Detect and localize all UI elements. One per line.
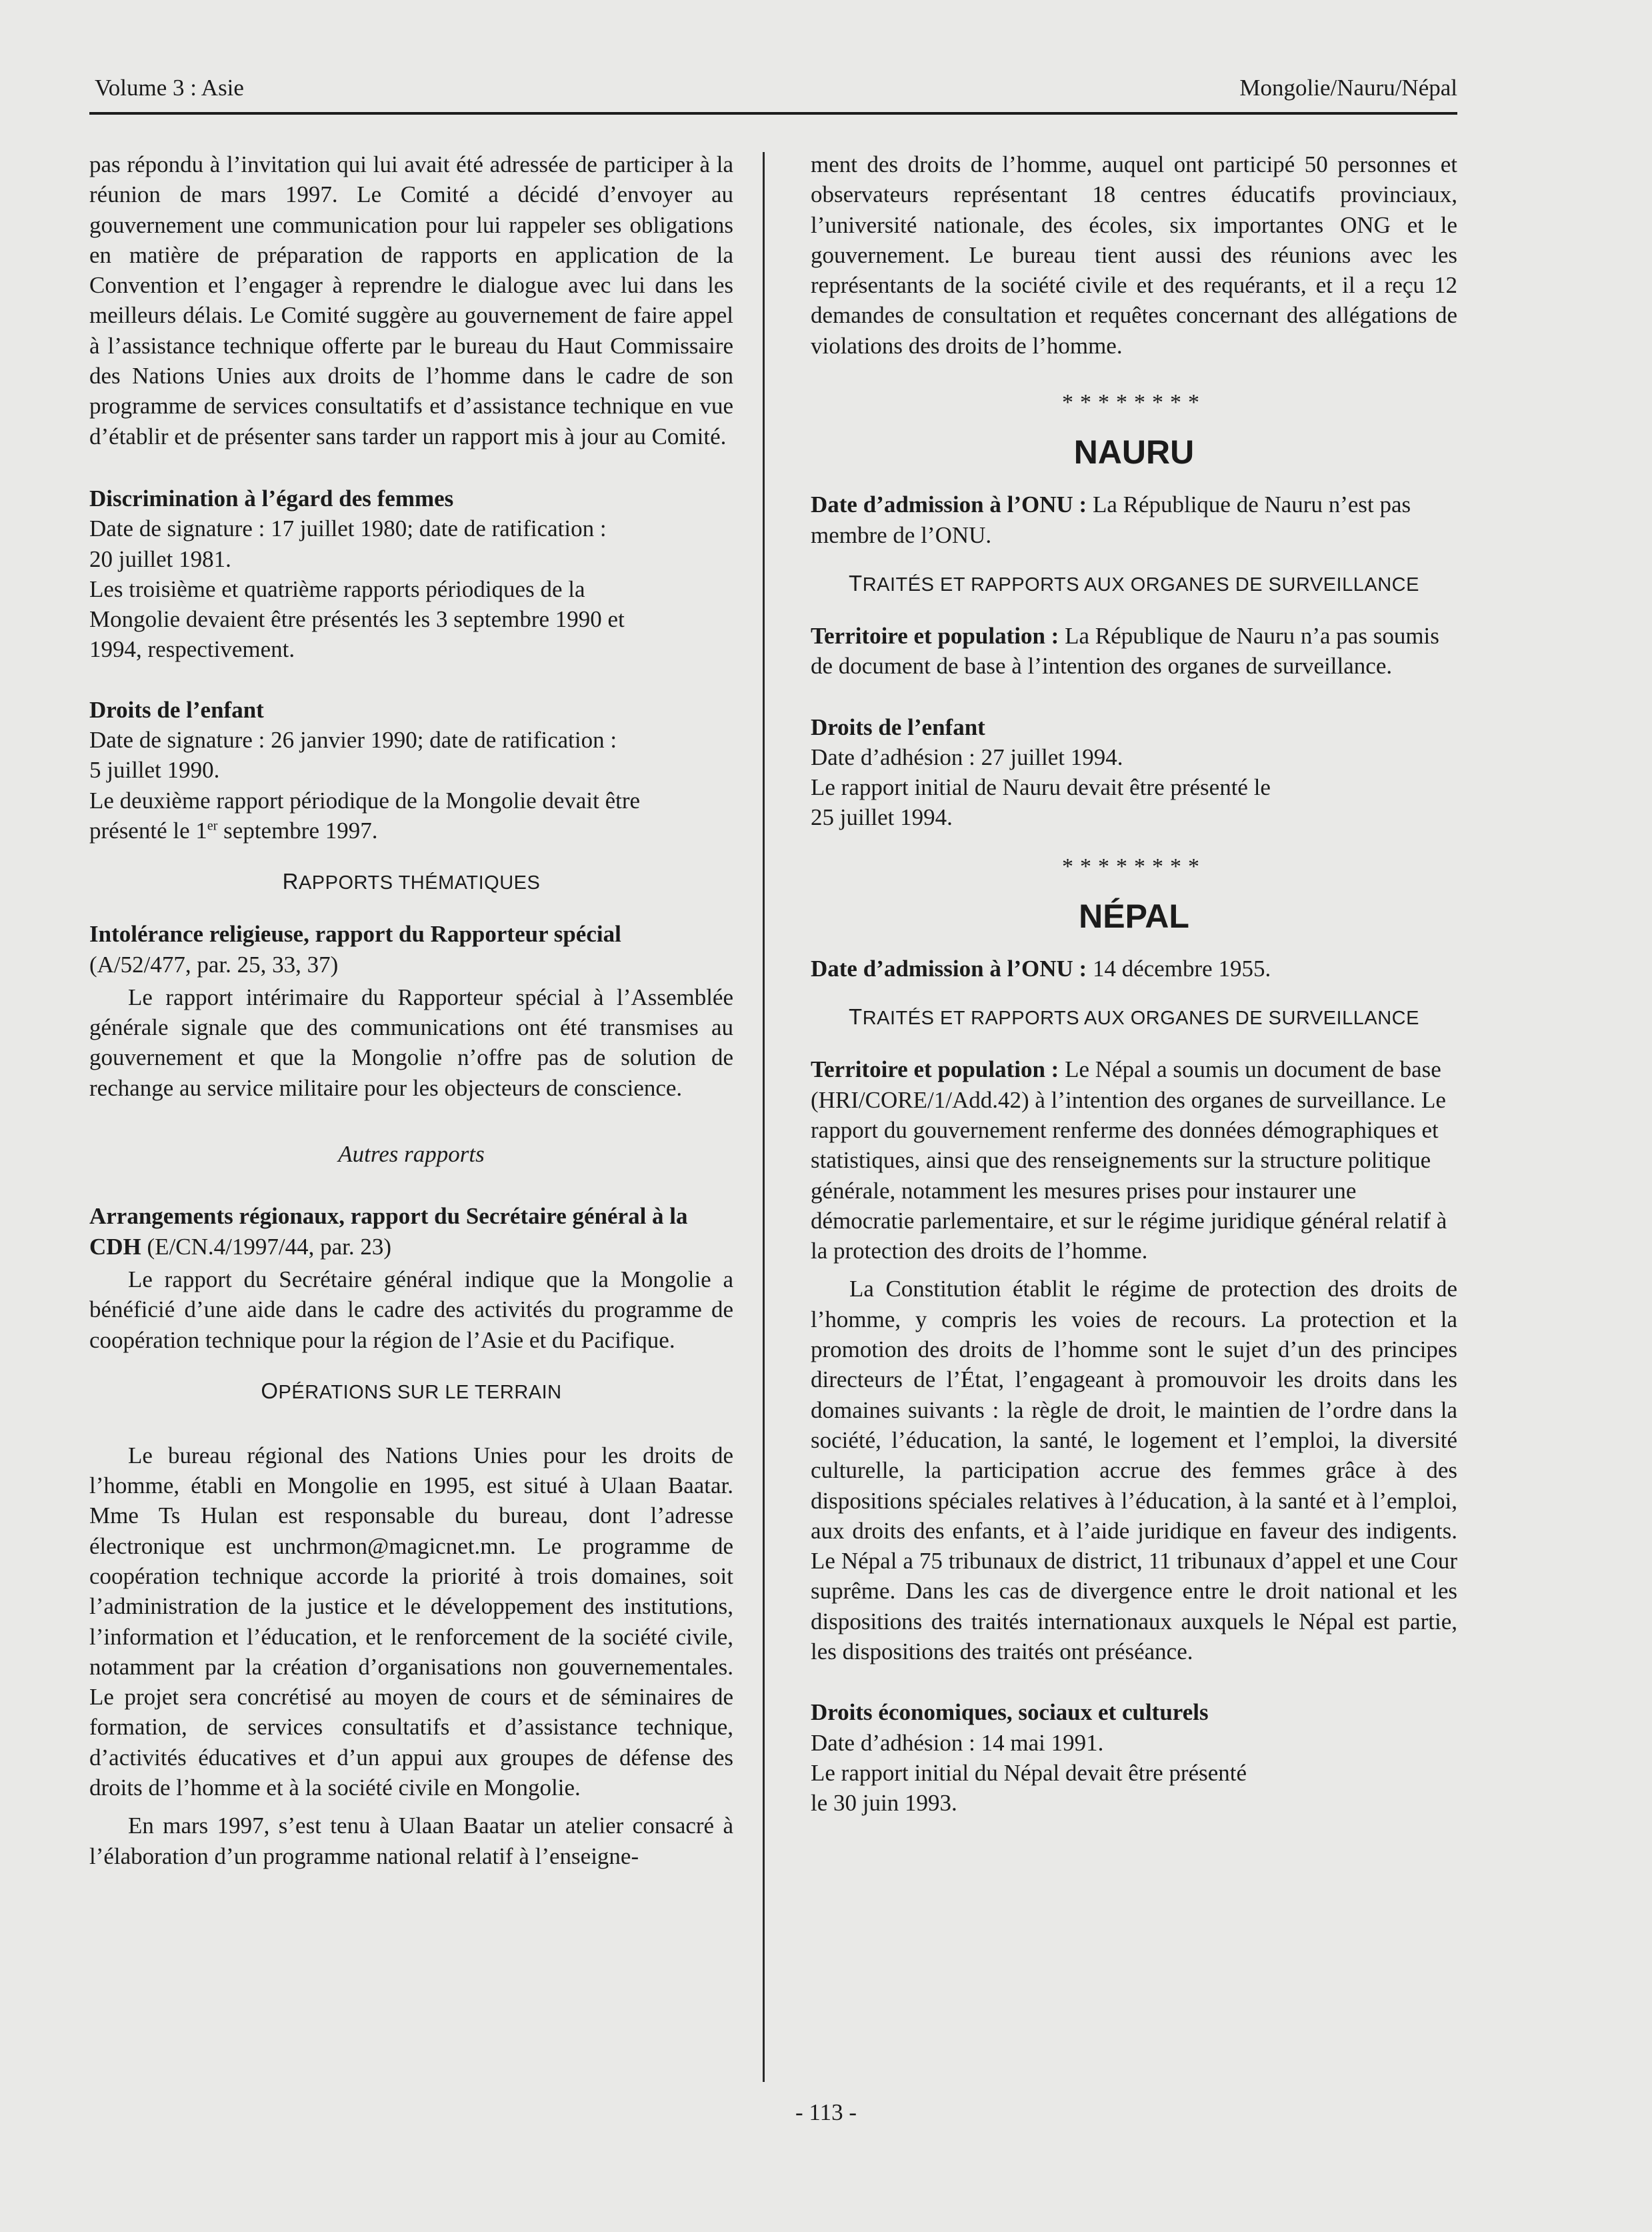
economic-rights-line: Le rapport initial du Népal devait être présenté <box>811 1759 1247 1786</box>
discrimination-line: Date de signature : 17 juillet 1980; date de ratification : <box>89 515 607 542</box>
heading-rest: RAITÉS ET RAPPORTS AUX ORGANES DE SURVEILLANCE <box>862 574 1419 596</box>
heading-rest: RAITÉS ET RAPPORTS AUX ORGANES DE SURVEILLANCE <box>862 1008 1419 1030</box>
heading-rest: PÉRATIONS SUR LE TERRAIN <box>278 1381 562 1403</box>
thematic-reports-heading <box>89 868 733 896</box>
header-rule <box>89 112 1457 115</box>
intro-paragraph: pas répondu à l’invitation qui lui avait été adressée de participer à la réunion de mars 1997. Le Comité a décidé d’envoyer au gouvernement une communication pour lui rappeler ses obligations en matière de préparation de rapports en application de la Convention et l’engager à reprendre le dialogue avec lui dans les meilleurs délais. Le Comité suggère au gouvernement de faire appel à l’assistance technique offerte par le bureau du Haut Commissaire des Nations Unies aux droits de l’homme dans le cadre de son programme de services consultatifs et d’assistance technique en vue d’établir et de présenter sans tarder un rapport mis à jour au Comité. <box>89 151 733 449</box>
religious-intolerance-text: Le rapport intérimaire du Rapporteur spécial à l’Assemblée générale signale que des communications ont été transmises au gouvernement et que la Mongolie n’offre pas de solution de rechange au service militaire pour les objecteurs de conscience. <box>89 984 733 1101</box>
section-separator: ******** <box>1062 854 1206 879</box>
economic-rights-heading: Droits économiques, sociaux et culturels <box>811 1699 1209 1726</box>
discrimination-line: Mongolie devaient être présentés les 3 septembre 1990 et <box>89 606 625 633</box>
regional-office-paragraph: Le bureau régional des Nations Unies pour les droits de l’homme, établi en Mongolie en 1995, est situé à Ulaan Baatar. Mme Ts Hulan est responsable du bureau, dont l’adresse électronique est unchrmon@magicnet.mn. Le programme de coopération technique accorde la priorité à trois domaines, soit l’administration de la justice et le développement des institutions, l’information et l’éducation, et le renforcement de la société civile, notamment par la création d’organisations non gouvernementales. Le projet sera concrétisé au moyen de cours et de séminaires de formation, de services consultatifs et d’assistance technique, d’activités éducatives et d’un appui aux groupes de défense des droits de l’homme et à la société civile en Mongolie. <box>89 1442 733 1801</box>
nauru-child-rights-line: Le rapport initial de Nauru devait être présenté le <box>811 774 1271 801</box>
column-divider <box>763 152 765 2082</box>
nepal-territory <box>811 1054 1457 1266</box>
page-number: - 113 - <box>795 2099 857 2125</box>
religious-intolerance-ref: (A/52/477, par. 25, 33, 37) <box>89 951 339 978</box>
territory-text: Le Népal a soumis un document de base (HRI/CORE/1/Add.42) à l’intention des organes de surveillance. Le rapport du gouvernement renferme des données démographiques et statistiques, ainsi que des renseignements sur la structure politique générale, notamment les mesures prises pour instaurer une démocratie parlementaire, et sur le régime juridique général relatif à la protection des droits de l’homme. <box>811 1056 1447 1264</box>
child-rights-line: 5 juillet 1990. <box>89 757 220 784</box>
section-separator: ******** <box>1062 390 1206 415</box>
nauru-child-rights-heading: Droits de l’enfant <box>811 714 985 740</box>
nauru-treaties-heading <box>811 570 1457 598</box>
admission-label: Date d’admission à l’ONU : <box>811 956 1087 982</box>
heading-initial: T <box>849 570 863 596</box>
discrimination-line: 1994, respectivement. <box>89 636 295 663</box>
other-reports-heading: Autres rapports <box>338 1141 485 1168</box>
child-rights-line <box>89 816 733 846</box>
nauru-territory <box>811 621 1457 682</box>
admission-text: 14 décembre 1955. <box>1087 956 1271 982</box>
admission-label: Date d’admission à l’ONU : <box>811 491 1087 518</box>
nepal-title: NÉPAL <box>1079 898 1189 936</box>
regional-arrangements-title: Arrangements régionaux, rapport du Secrétaire général à la CDH <box>89 1203 688 1260</box>
child-rights-text: septembre 1997. <box>217 817 378 844</box>
heading-initial: T <box>849 1004 863 1030</box>
heading-initial: R <box>282 869 299 894</box>
territory-text: La République de Nauru n’a pas soumis de document de base à l’intention des organes de surveillance. <box>811 622 1439 680</box>
discrimination-line: 20 juillet 1981. <box>89 545 231 572</box>
constitution-paragraph: La Constitution établit le régime de protection des droits de l’homme, y compris les voies de recours. La protection et la promotion des droits de l’homme sont le sujet d’un des principes directeurs de l’État, l’engageant à promouvoir les droits dans les domaines suivants : la règle de droit, le maintien de l’ordre dans la société, l’éducation, la santé, le logement et l’emploi, la diversité culturelle, la participation accrue des femmes grâce à des dispositions spéciales relatives à l’éducation, à la santé et à l’emploi, aux droits des enfants, et à l’aide juridique en faveur des indigents. Le Népal a 75 tribunaux de district, 11 tribunaux d’appel et une Cour suprême. Dans les cas de divergence entre le droit national et les dispositions des traités internationaux auxquels le Népal est partie, les dispositions des traités ont préséance. <box>811 1276 1457 1664</box>
running-header <box>95 75 1457 101</box>
nauru-admission <box>811 489 1457 550</box>
superscript-er: er <box>207 818 218 834</box>
admission-text: La République de Nauru n’est pas membre de l’ONU. <box>811 491 1411 548</box>
nauru-child-rights-line: 25 juillet 1994. <box>811 804 953 831</box>
economic-rights-line: Date d’adhésion : 14 mai 1991. <box>811 1729 1104 1756</box>
header-countries: Mongolie/Nauru/Népal <box>1239 75 1457 101</box>
nepal-treaties-heading <box>811 1004 1457 1032</box>
child-rights-line: Le deuxième rapport périodique de la Mongolie devait être <box>89 787 641 814</box>
territory-label: Territoire et population : <box>811 1056 1059 1083</box>
regional-arrangements-text: Le rapport du Secrétaire général indique que la Mongolie a bénéficié d’une aide dans le cadre des activités du programme de coopération technique pour la région de l’Asie et du Pacifique. <box>89 1266 733 1353</box>
heading-initial: O <box>261 1378 279 1403</box>
continuation-paragraph: ment des droits de l’homme, auquel ont participé 50 personnes et observateurs représentant 18 centres éducatifs provinciaux, l’université nationale, des écoles, six importantes ONG et le gouvernement. Le bureau tient aussi des réunions avec les représentants de la société civile et des requérants, et il a reçu 12 demandes de consultation et requêtes concernant des allégations de violations des droits de l’homme. <box>811 151 1457 359</box>
child-rights-heading: Droits de l’enfant <box>89 696 264 723</box>
regional-arrangements-ref: (E/CN.4/1997/44, par. 23) <box>141 1233 392 1260</box>
child-rights-text: présenté le 1 <box>89 817 207 844</box>
religious-intolerance-heading: Intolérance religieuse, rapport du Rapporteur spécial <box>89 921 621 948</box>
discrimination-line: Les troisième et quatrième rapports périodiques de la <box>89 576 585 602</box>
workshop-paragraph: En mars 1997, s’est tenu à Ulaan Baatar un atelier consacré à l’élaboration d’un programme national relatif à l’enseigne- <box>89 1813 733 1869</box>
child-rights-line: Date de signature : 26 janvier 1990; date de ratification : <box>89 727 617 754</box>
field-operations-heading <box>89 1378 733 1406</box>
heading-rest: APPORTS THÉMATIQUES <box>298 872 541 894</box>
left-column <box>89 149 733 1871</box>
regional-arrangements-heading <box>89 1201 733 1262</box>
right-column <box>811 149 1457 1818</box>
territory-label: Territoire et population : <box>811 622 1059 649</box>
economic-rights-line: le 30 juin 1993. <box>811 1790 957 1817</box>
nauru-title: NAURU <box>1073 433 1195 471</box>
nepal-admission <box>811 954 1457 984</box>
nauru-child-rights-line: Date d’adhésion : 27 juillet 1994. <box>811 744 1123 770</box>
discrimination-heading: Discrimination à l’égard des femmes <box>89 485 454 511</box>
header-volume: Volume 3 : Asie <box>95 75 244 101</box>
